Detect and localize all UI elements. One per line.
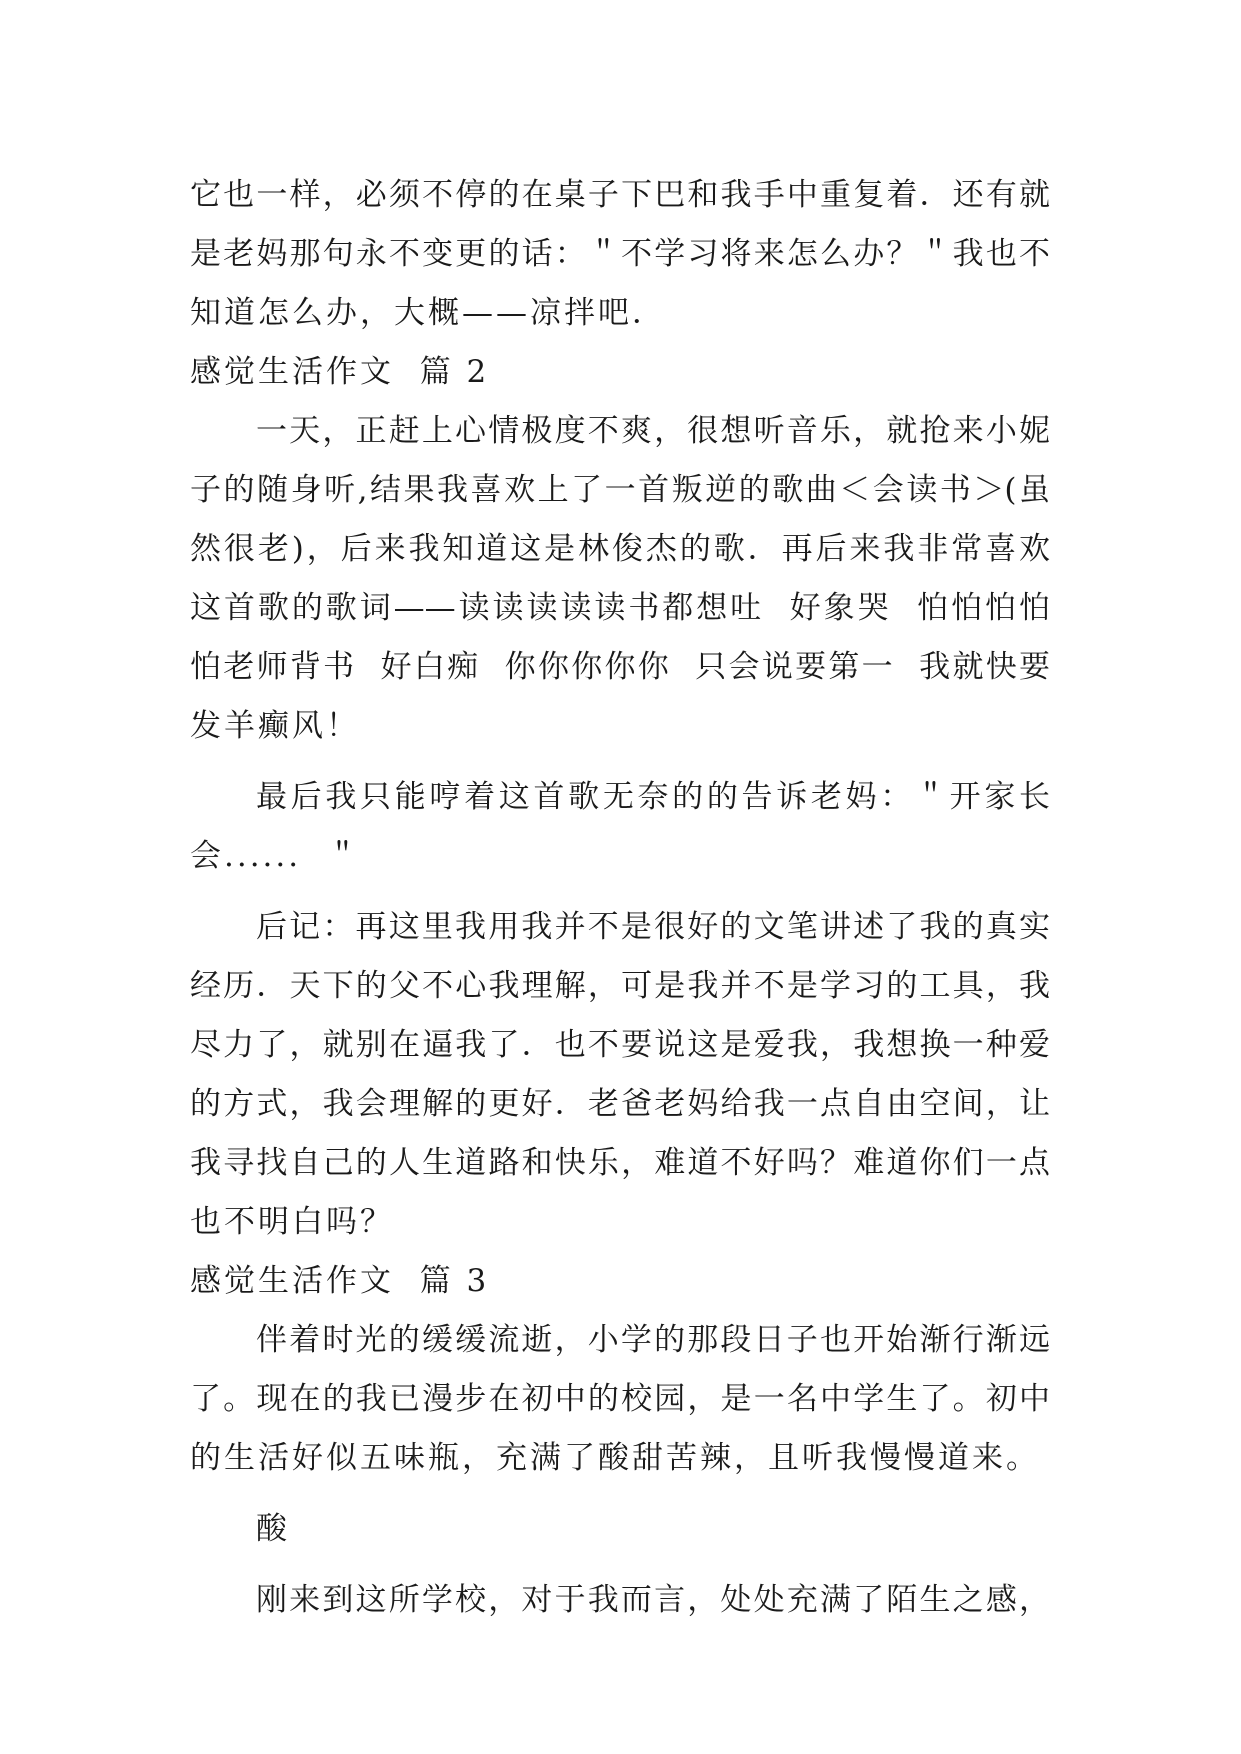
text-line: 后记：再这里我用我并不是很好的文笔讲述了我的真实 <box>256 909 1050 945</box>
text-line: 的生活好似五味瓶，充满了酸甜苦辣，且听我慢慢道来。 <box>190 1440 1040 1476</box>
paragraph <box>190 898 1050 1252</box>
text-line: 经历．天下的父不心我理解，可是我并不是学习的工具，我 <box>190 968 1050 1004</box>
text-line: 这首歌的歌词——读读读读读书都想吐 好象哭 怕怕怕怕 <box>190 590 1050 626</box>
text-line: 然很老)，后来我知道这是林俊杰的歌．再后来我非常喜欢 <box>190 531 1050 567</box>
text-line: 怕老师背书 好白痴 你你你你你 只会说要第一 我就快要 <box>190 649 1050 685</box>
text-line: 它也一样，必须不停的在桌子下巴和我手中重复着．还有就 <box>190 177 1050 213</box>
text-line: 会...... ＂ <box>190 838 361 874</box>
text-line: 发羊癫风！ <box>190 708 360 744</box>
text-line: 子的随身听,结果我喜欢上了一首叛逆的歌曲＜会读书＞(虽 <box>190 472 1050 508</box>
text-line: 最后我只能哼着这首歌无奈的的告诉老妈：＂开家长 <box>256 779 1050 815</box>
paragraph <box>190 402 1050 756</box>
text-line: 伴着时光的缓缓流逝，小学的那段日子也开始渐行渐远 <box>256 1322 1050 1358</box>
text-line: 一天，正赶上心情极度不爽，很想听音乐，就抢来小妮 <box>256 413 1050 449</box>
section-heading: 感觉生活作文 篇 2 <box>190 354 490 390</box>
paragraph <box>190 1311 1050 1488</box>
paragraph <box>190 1571 1050 1630</box>
text-line: 酸 <box>256 1511 290 1547</box>
paragraph <box>190 768 1050 886</box>
text-line: 也不明白吗？ <box>190 1204 394 1240</box>
text-column <box>190 166 1050 1630</box>
text-line: 的方式，我会理解的更好．老爸老妈给我一点自由空间，让 <box>190 1086 1050 1122</box>
text-line: 是老妈那句永不变更的话：＂不学习将来怎么办？＂我也不 <box>190 236 1050 272</box>
intro-paragraph <box>190 166 1050 343</box>
text-line: 刚来到这所学校，对于我而言，处处充满了陌生之感， <box>256 1582 1050 1618</box>
paragraph <box>190 1500 1050 1559</box>
text-line: 知道怎么办，大概——凉拌吧． <box>190 295 666 331</box>
text-line: 尽力了，就别在逼我了．也不要说这是爱我，我想换一种爱 <box>190 1027 1050 1063</box>
text-line: 我寻找自己的人生道路和快乐，难道不好吗？难道你们一点 <box>190 1145 1050 1181</box>
text-line: 了。现在的我已漫步在初中的校园，是一名中学生了。初中 <box>190 1381 1050 1417</box>
section-heading: 感觉生活作文 篇 3 <box>190 1263 490 1299</box>
